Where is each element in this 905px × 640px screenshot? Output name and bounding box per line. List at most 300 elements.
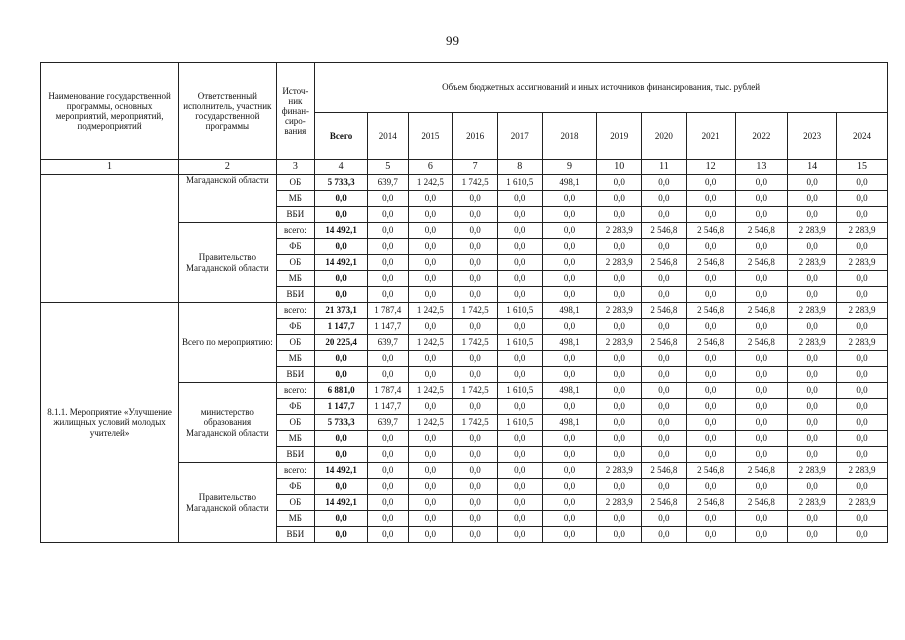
year-value: 2 283,9 — [837, 495, 888, 511]
funding-source: всего: — [276, 463, 315, 479]
year-value: 0,0 — [642, 319, 687, 335]
year-value: 0,0 — [367, 207, 408, 223]
year-value: 0,0 — [497, 527, 542, 543]
year-value: 0,0 — [497, 287, 542, 303]
year-value: 0,0 — [408, 511, 453, 527]
year-value: 639,7 — [367, 175, 408, 191]
year-value: 0,0 — [788, 479, 837, 495]
year-value: 0,0 — [542, 479, 597, 495]
year-value: 2 546,8 — [642, 223, 687, 239]
year-value: 0,0 — [542, 447, 597, 463]
year-value: 1 787,4 — [367, 303, 408, 319]
year-value: 0,0 — [686, 287, 735, 303]
year-value: 1 610,5 — [497, 303, 542, 319]
year-value: 0,0 — [497, 239, 542, 255]
total-value: 0,0 — [315, 207, 368, 223]
total-value: 0,0 — [315, 367, 368, 383]
year-value: 0,0 — [542, 351, 597, 367]
total-value: 0,0 — [315, 191, 368, 207]
year-value: 2 283,9 — [837, 223, 888, 239]
year-value: 0,0 — [837, 207, 888, 223]
year-value: 0,0 — [408, 239, 453, 255]
year-value: 2 546,8 — [735, 303, 788, 319]
header-year: 2018 — [542, 112, 597, 160]
year-value: 0,0 — [642, 431, 687, 447]
year-value: 0,0 — [408, 463, 453, 479]
year-value: 0,0 — [788, 511, 837, 527]
year-value: 0,0 — [788, 207, 837, 223]
year-value: 0,0 — [542, 207, 597, 223]
year-value: 0,0 — [788, 175, 837, 191]
year-value: 2 283,9 — [597, 463, 642, 479]
total-value: 14 492,1 — [315, 495, 368, 511]
year-value: 0,0 — [686, 415, 735, 431]
year-value: 0,0 — [735, 431, 788, 447]
funding-source: МБ — [276, 511, 315, 527]
header-year: 2023 — [788, 112, 837, 160]
total-value: 1 147,7 — [315, 399, 368, 415]
year-value: 0,0 — [453, 431, 498, 447]
funding-source: всего: — [276, 223, 315, 239]
table-row — [41, 175, 888, 191]
year-value: 0,0 — [408, 223, 453, 239]
year-value: 0,0 — [686, 271, 735, 287]
funding-source: ОБ — [276, 175, 315, 191]
year-value: 0,0 — [497, 223, 542, 239]
year-value: 0,0 — [367, 191, 408, 207]
year-value: 0,0 — [597, 319, 642, 335]
year-value: 1 787,4 — [367, 383, 408, 399]
year-value: 0,0 — [408, 271, 453, 287]
year-value: 0,0 — [367, 463, 408, 479]
year-value: 0,0 — [597, 399, 642, 415]
year-value: 0,0 — [837, 479, 888, 495]
year-value: 0,0 — [367, 527, 408, 543]
total-value: 14 492,1 — [315, 463, 368, 479]
year-value: 0,0 — [408, 367, 453, 383]
year-value: 0,0 — [788, 239, 837, 255]
year-value: 0,0 — [497, 255, 542, 271]
year-value: 0,0 — [686, 479, 735, 495]
year-value: 0,0 — [642, 191, 687, 207]
year-value: 2 283,9 — [788, 495, 837, 511]
header-column-number: 13 — [735, 160, 788, 175]
year-value: 0,0 — [542, 495, 597, 511]
header-volume: Объем бюджетных ассигнований и иных источников финансирования, тыс. рублей — [315, 63, 888, 113]
year-value: 2 283,9 — [837, 335, 888, 351]
header-column-number: 4 — [315, 160, 368, 175]
funding-source: ВБИ — [276, 527, 315, 543]
header-year: 2019 — [597, 112, 642, 160]
year-value: 0,0 — [597, 527, 642, 543]
header-year: 2022 — [735, 112, 788, 160]
year-value: 2 546,8 — [686, 463, 735, 479]
total-value: 0,0 — [315, 271, 368, 287]
year-value: 0,0 — [497, 367, 542, 383]
year-value: 0,0 — [453, 511, 498, 527]
total-value: 0,0 — [315, 527, 368, 543]
funding-source: ОБ — [276, 495, 315, 511]
funding-source: всего: — [276, 303, 315, 319]
year-value: 0,0 — [788, 431, 837, 447]
year-value: 2 546,8 — [642, 335, 687, 351]
year-value: 0,0 — [837, 239, 888, 255]
year-value: 0,0 — [453, 191, 498, 207]
year-value: 0,0 — [497, 191, 542, 207]
year-value: 0,0 — [788, 367, 837, 383]
year-value: 0,0 — [542, 223, 597, 239]
table-body — [41, 175, 888, 543]
total-value: 0,0 — [315, 431, 368, 447]
year-value: 1 742,5 — [453, 175, 498, 191]
year-value: 0,0 — [686, 175, 735, 191]
total-value: 14 492,1 — [315, 223, 368, 239]
year-value: 0,0 — [788, 287, 837, 303]
year-value: 498,1 — [542, 175, 597, 191]
year-value: 0,0 — [642, 447, 687, 463]
year-value: 0,0 — [788, 415, 837, 431]
year-value: 2 283,9 — [788, 463, 837, 479]
year-value: 0,0 — [686, 383, 735, 399]
year-value: 2 283,9 — [597, 335, 642, 351]
year-value: 2 283,9 — [597, 223, 642, 239]
year-value: 0,0 — [837, 271, 888, 287]
funding-source: ВБИ — [276, 207, 315, 223]
header-column-number: 15 — [837, 160, 888, 175]
year-value: 0,0 — [542, 463, 597, 479]
year-value: 0,0 — [542, 287, 597, 303]
year-value: 0,0 — [597, 479, 642, 495]
year-value: 2 546,8 — [735, 223, 788, 239]
year-value: 0,0 — [597, 191, 642, 207]
year-value: 0,0 — [597, 207, 642, 223]
year-value: 0,0 — [408, 191, 453, 207]
year-value: 0,0 — [642, 351, 687, 367]
header-column-number: 3 — [276, 160, 315, 175]
year-value: 0,0 — [597, 271, 642, 287]
year-value: 0,0 — [408, 479, 453, 495]
year-value: 0,0 — [453, 399, 498, 415]
year-value: 0,0 — [642, 399, 687, 415]
year-value: 1 742,5 — [453, 415, 498, 431]
year-value: 0,0 — [497, 271, 542, 287]
year-value: 0,0 — [788, 399, 837, 415]
year-value: 0,0 — [497, 351, 542, 367]
funding-source: ФБ — [276, 479, 315, 495]
header-year: 2021 — [686, 112, 735, 160]
total-value: 1 147,7 — [315, 319, 368, 335]
year-value: 0,0 — [453, 207, 498, 223]
year-value: 0,0 — [686, 191, 735, 207]
table-row — [41, 303, 888, 319]
year-value: 0,0 — [686, 351, 735, 367]
year-value: 2 283,9 — [788, 223, 837, 239]
year-value: 2 283,9 — [597, 255, 642, 271]
year-value: 0,0 — [788, 271, 837, 287]
year-value: 1 742,5 — [453, 383, 498, 399]
year-value: 0,0 — [542, 271, 597, 287]
year-value: 0,0 — [542, 255, 597, 271]
year-value: 0,0 — [497, 495, 542, 511]
year-value: 0,0 — [642, 511, 687, 527]
year-value: 0,0 — [735, 447, 788, 463]
year-value: 2 546,8 — [735, 463, 788, 479]
year-value: 0,0 — [837, 399, 888, 415]
header-executor: Ответственный исполнитель, участник государственной программы — [179, 63, 276, 160]
total-value: 6 881,0 — [315, 383, 368, 399]
header-year: 2014 — [367, 112, 408, 160]
year-value: 0,0 — [453, 223, 498, 239]
year-value: 2 546,8 — [735, 255, 788, 271]
year-value: 0,0 — [788, 319, 837, 335]
year-value: 0,0 — [837, 511, 888, 527]
budget-table-container — [40, 62, 888, 543]
total-value: 0,0 — [315, 287, 368, 303]
year-value: 0,0 — [686, 399, 735, 415]
year-value: 498,1 — [542, 415, 597, 431]
year-value: 0,0 — [408, 255, 453, 271]
year-value: 0,0 — [453, 367, 498, 383]
year-value: 498,1 — [542, 303, 597, 319]
year-value: 0,0 — [497, 319, 542, 335]
year-value: 0,0 — [408, 527, 453, 543]
year-value: 1 242,5 — [408, 335, 453, 351]
funding-source: ОБ — [276, 415, 315, 431]
year-value: 0,0 — [788, 527, 837, 543]
year-value: 0,0 — [642, 271, 687, 287]
year-value: 0,0 — [788, 447, 837, 463]
year-value: 0,0 — [367, 271, 408, 287]
total-value: 0,0 — [315, 447, 368, 463]
executor-cell: министерство образования Магаданской области — [179, 383, 276, 463]
year-value: 0,0 — [542, 191, 597, 207]
executor-cell: Правительство Магаданской области — [179, 223, 276, 303]
year-value: 1 242,5 — [408, 175, 453, 191]
year-value: 0,0 — [367, 351, 408, 367]
year-value: 2 546,8 — [686, 223, 735, 239]
year-value: 0,0 — [686, 431, 735, 447]
year-value: 0,0 — [837, 447, 888, 463]
funding-source: ОБ — [276, 335, 315, 351]
year-value: 0,0 — [686, 239, 735, 255]
year-value: 1 610,5 — [497, 335, 542, 351]
funding-source: МБ — [276, 271, 315, 287]
year-value: 0,0 — [735, 367, 788, 383]
year-value: 0,0 — [542, 239, 597, 255]
year-value: 0,0 — [837, 351, 888, 367]
year-value: 0,0 — [597, 431, 642, 447]
year-value: 0,0 — [597, 351, 642, 367]
funding-source: ФБ — [276, 319, 315, 335]
year-value: 0,0 — [837, 431, 888, 447]
year-value: 0,0 — [686, 527, 735, 543]
year-value: 0,0 — [735, 271, 788, 287]
year-value: 0,0 — [367, 495, 408, 511]
year-value: 498,1 — [542, 335, 597, 351]
year-value: 0,0 — [686, 207, 735, 223]
year-value: 1 242,5 — [408, 303, 453, 319]
year-value: 0,0 — [497, 431, 542, 447]
year-value: 2 283,9 — [788, 335, 837, 351]
year-value: 498,1 — [542, 383, 597, 399]
year-value: 0,0 — [642, 383, 687, 399]
year-value: 0,0 — [642, 367, 687, 383]
total-value: 14 492,1 — [315, 255, 368, 271]
year-value: 2 283,9 — [788, 255, 837, 271]
year-value: 0,0 — [408, 287, 453, 303]
year-value: 0,0 — [453, 351, 498, 367]
header-column-number: 2 — [179, 160, 276, 175]
year-value: 0,0 — [367, 287, 408, 303]
year-value: 0,0 — [408, 207, 453, 223]
year-value: 0,0 — [542, 399, 597, 415]
year-value: 0,0 — [453, 255, 498, 271]
header-year-total: Всего — [315, 112, 368, 160]
year-value: 0,0 — [497, 511, 542, 527]
year-value: 2 546,8 — [642, 255, 687, 271]
year-value: 0,0 — [837, 383, 888, 399]
year-value: 0,0 — [542, 511, 597, 527]
executor-cell: Магаданской области — [179, 175, 276, 223]
year-value: 0,0 — [735, 191, 788, 207]
year-value: 0,0 — [367, 479, 408, 495]
total-value: 0,0 — [315, 239, 368, 255]
funding-source: МБ — [276, 431, 315, 447]
executor-cell: Всего по мероприятию: — [179, 303, 276, 383]
header-column-number: 11 — [642, 160, 687, 175]
header-year: 2017 — [497, 112, 542, 160]
header-column-number: 6 — [408, 160, 453, 175]
total-value: 0,0 — [315, 479, 368, 495]
year-value: 0,0 — [686, 319, 735, 335]
year-value: 2 283,9 — [837, 303, 888, 319]
year-value: 0,0 — [453, 239, 498, 255]
year-value: 0,0 — [497, 463, 542, 479]
year-value: 0,0 — [408, 319, 453, 335]
year-value: 0,0 — [453, 479, 498, 495]
header-column-number: 12 — [686, 160, 735, 175]
funding-source: ВБИ — [276, 367, 315, 383]
header-column-number: 7 — [453, 160, 498, 175]
year-value: 0,0 — [735, 239, 788, 255]
year-value: 2 546,8 — [735, 335, 788, 351]
funding-source: МБ — [276, 351, 315, 367]
year-value: 0,0 — [367, 447, 408, 463]
header-year: 2015 — [408, 112, 453, 160]
total-value: 21 373,1 — [315, 303, 368, 319]
year-value: 2 283,9 — [837, 463, 888, 479]
year-value: 639,7 — [367, 335, 408, 351]
header-year: 2024 — [837, 112, 888, 160]
year-value: 1 242,5 — [408, 383, 453, 399]
year-value: 1 242,5 — [408, 415, 453, 431]
year-value: 0,0 — [408, 351, 453, 367]
year-value: 2 283,9 — [788, 303, 837, 319]
year-value: 0,0 — [642, 175, 687, 191]
year-value: 0,0 — [686, 447, 735, 463]
year-value: 0,0 — [735, 175, 788, 191]
page-number: 99 — [446, 33, 459, 48]
year-value: 2 546,8 — [686, 255, 735, 271]
year-value: 1 147,7 — [367, 319, 408, 335]
year-value: 0,0 — [542, 431, 597, 447]
year-value: 1 742,5 — [453, 303, 498, 319]
year-value: 0,0 — [408, 447, 453, 463]
year-value: 0,0 — [597, 287, 642, 303]
year-value: 0,0 — [642, 415, 687, 431]
year-value: 0,0 — [837, 415, 888, 431]
header-column-number: 1 — [41, 160, 179, 175]
header-year: 2016 — [453, 112, 498, 160]
year-value: 0,0 — [642, 239, 687, 255]
year-value: 0,0 — [642, 287, 687, 303]
header-column-number: 10 — [597, 160, 642, 175]
year-value: 0,0 — [597, 447, 642, 463]
year-value: 0,0 — [837, 287, 888, 303]
year-value: 0,0 — [408, 495, 453, 511]
year-value: 0,0 — [735, 415, 788, 431]
year-value: 0,0 — [686, 367, 735, 383]
budget-table — [40, 62, 888, 543]
funding-source: МБ — [276, 191, 315, 207]
year-value: 0,0 — [453, 271, 498, 287]
year-value: 0,0 — [408, 431, 453, 447]
year-value: 0,0 — [367, 223, 408, 239]
year-value: 0,0 — [497, 447, 542, 463]
year-value: 0,0 — [735, 207, 788, 223]
funding-source: ОБ — [276, 255, 315, 271]
year-value: 0,0 — [642, 207, 687, 223]
total-value: 5 733,3 — [315, 415, 368, 431]
year-value: 0,0 — [497, 479, 542, 495]
year-value: 0,0 — [735, 383, 788, 399]
funding-source: ФБ — [276, 239, 315, 255]
year-value: 0,0 — [453, 527, 498, 543]
year-value: 0,0 — [367, 367, 408, 383]
year-value: 0,0 — [542, 367, 597, 383]
funding-source: всего: — [276, 383, 315, 399]
year-value: 0,0 — [367, 255, 408, 271]
year-value: 0,0 — [453, 495, 498, 511]
total-value: 0,0 — [315, 511, 368, 527]
year-value: 0,0 — [837, 367, 888, 383]
year-value: 0,0 — [597, 415, 642, 431]
header-column-number: 9 — [542, 160, 597, 175]
year-value: 0,0 — [642, 527, 687, 543]
funding-source: ВБИ — [276, 287, 315, 303]
year-value: 0,0 — [367, 239, 408, 255]
year-value: 0,0 — [837, 319, 888, 335]
year-value: 2 546,8 — [686, 495, 735, 511]
year-value: 2 546,8 — [686, 303, 735, 319]
year-value: 0,0 — [597, 511, 642, 527]
year-value: 1 610,5 — [497, 415, 542, 431]
year-value: 0,0 — [497, 207, 542, 223]
year-value: 2 283,9 — [597, 303, 642, 319]
executor-cell: Правительство Магаданской области — [179, 463, 276, 543]
year-value: 0,0 — [453, 319, 498, 335]
year-value: 0,0 — [735, 287, 788, 303]
year-value: 2 546,8 — [642, 495, 687, 511]
year-value: 1 610,5 — [497, 175, 542, 191]
year-value: 0,0 — [597, 239, 642, 255]
year-value: 0,0 — [837, 175, 888, 191]
year-value: 0,0 — [686, 511, 735, 527]
year-value: 2 546,8 — [686, 335, 735, 351]
year-value: 1 147,7 — [367, 399, 408, 415]
year-value: 0,0 — [788, 383, 837, 399]
funding-source: ВБИ — [276, 447, 315, 463]
